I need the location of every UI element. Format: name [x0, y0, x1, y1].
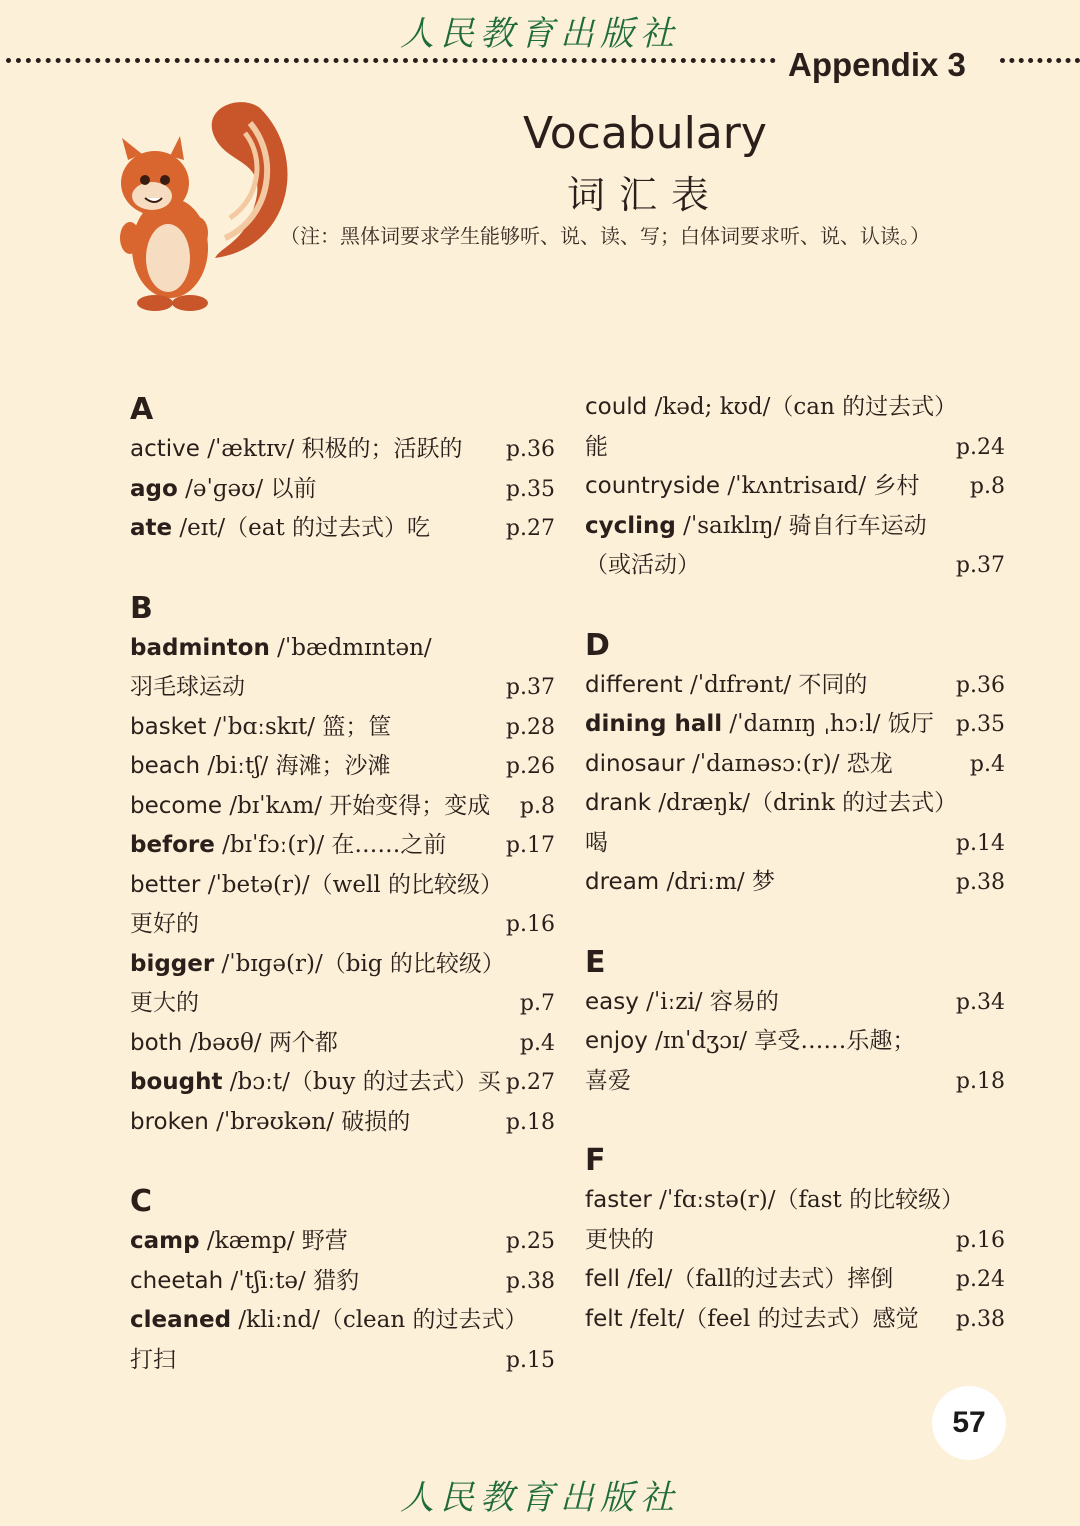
- dotted-rule-left: [6, 58, 776, 63]
- vocab-definition: /ˈdaɪnɪŋ ˌhɔːl/ 饭厅: [722, 711, 934, 737]
- vocab-definition: /bɪˈfɔː(r)/ 在……之前: [214, 832, 447, 858]
- vocab-definition: /felt/（feel 的过去式）感觉: [622, 1305, 919, 1332]
- vocab-line: [130, 509, 555, 549]
- section-letter: F: [585, 1143, 606, 1178]
- vocab-line: [130, 1103, 555, 1143]
- section-gap: [585, 1101, 1005, 1141]
- vocab-line: [130, 430, 555, 470]
- vocab-word: drank: [585, 790, 652, 816]
- vocab-entry: [130, 826, 555, 866]
- vocab-definition: /ˈbetə(r)/（well 的比较级）: [200, 871, 503, 898]
- dotted-rule-right: [1000, 58, 1080, 63]
- vocab-word: active: [130, 436, 200, 462]
- page-reference: p.35: [955, 712, 1005, 737]
- vocab-definition: /dræŋk/（drink 的过去式）: [651, 790, 958, 816]
- page-reference: p.35: [505, 476, 555, 502]
- vocab-line: [130, 1024, 555, 1064]
- vocab-entry: [130, 1024, 555, 1064]
- section-letter: B: [130, 590, 153, 626]
- vocab-definition-continued: 羽毛球运动: [130, 674, 245, 700]
- vocab-line: [585, 1260, 1005, 1300]
- vocab-line: [130, 866, 550, 906]
- page-reference: p.7: [519, 991, 555, 1016]
- vocab-word: dream: [585, 869, 660, 895]
- vocab-definition-continued: 更大的: [130, 990, 199, 1016]
- vocab-definition: /ɪnˈdʒɔɪ/ 享受……乐趣；: [647, 1028, 916, 1054]
- vocab-entry: [585, 863, 1005, 903]
- vocab-line: [130, 629, 550, 669]
- section-gap: [585, 586, 1005, 626]
- section-letter: C: [130, 1184, 153, 1219]
- vocab-line: [130, 708, 555, 748]
- page-reference: p.38: [955, 870, 1005, 895]
- vocab-definition: /biːtʃ/ 海滩；沙滩: [200, 753, 391, 779]
- vocab-line: [585, 1181, 1005, 1221]
- vocab-line: [130, 945, 550, 985]
- section-letter: A: [130, 392, 154, 427]
- vocab-word: ate: [130, 515, 173, 541]
- vocab-definition: /ˈfɑːstə(r)/（fast 的比较级）: [651, 1187, 965, 1213]
- vocab-entry: [130, 787, 555, 827]
- vocab-definition: /ˈkʌntrisaɪd/ 乡村: [720, 473, 920, 499]
- vocab-definition-continued: 更快的: [585, 1226, 654, 1253]
- vocab-word: different: [585, 671, 683, 698]
- publisher-logo-top: 人民教育出版社: [400, 14, 680, 54]
- vocab-definition: /ˈsaɪklɪŋ/ 骑自行车运动: [675, 512, 927, 539]
- section-letter: D: [585, 627, 610, 663]
- vocab-line-continued: [130, 984, 555, 1024]
- vocab-entry: [130, 1262, 555, 1302]
- vocab-line: [585, 784, 1005, 824]
- vocab-line-continued: [585, 824, 1005, 864]
- page-title: Vocabulary: [523, 108, 767, 159]
- vocab-line-continued: [585, 428, 1005, 468]
- vocab-definition: /ˈbrəʊkən/ 破损的: [208, 1108, 411, 1135]
- vocab-line: [130, 1222, 555, 1262]
- page-reference: p.15: [505, 1347, 555, 1373]
- vocab-word: enjoy: [585, 1028, 648, 1054]
- vocab-line: [585, 1300, 1005, 1340]
- vocab-word: beach: [130, 753, 201, 779]
- vocab-entry: [130, 1301, 555, 1380]
- vocab-word: dinosaur: [585, 750, 685, 777]
- page-reference: p.8: [519, 793, 555, 819]
- page-reference: p.18: [505, 1109, 555, 1135]
- publisher-logo-bottom: 人民教育出版社: [400, 1478, 680, 1518]
- vocab-line-continued: [130, 1341, 555, 1381]
- vocab-definition: /ˈdaɪnəsɔː(r)/ 恐龙: [684, 750, 893, 777]
- vocab-word: both: [130, 1029, 183, 1056]
- vocab-line: [130, 826, 555, 866]
- vocab-line: [585, 1022, 1005, 1062]
- vocab-definition: /fel/（fall的过去式）摔倒: [620, 1266, 894, 1292]
- usage-note: （注：黑体词要求学生能够听、说、读、写；白体词要求听、说、认读。）: [280, 224, 930, 248]
- vocab-entry: [130, 945, 555, 1024]
- vocab-word: camp: [130, 1228, 200, 1254]
- page-number: 57: [932, 1386, 1006, 1460]
- vocab-line-continued: [585, 546, 1005, 586]
- vocab-entry: [130, 1222, 555, 1262]
- page-reference: p.34: [955, 989, 1005, 1015]
- vocab-word: cheetah: [130, 1267, 224, 1294]
- page-reference: p.38: [505, 1268, 555, 1294]
- vocab-word: broken: [130, 1108, 209, 1135]
- vocab-entry: [585, 983, 1005, 1023]
- page-reference: p.36: [505, 437, 555, 462]
- page-reference: p.4: [519, 1030, 555, 1056]
- vocab-word: countryside: [585, 473, 721, 499]
- vocab-definition: /ˈiːzi/ 容易的: [638, 988, 779, 1015]
- vocab-entry: [130, 1063, 555, 1103]
- page-reference: p.25: [505, 1229, 555, 1254]
- vocab-line: [130, 1301, 550, 1341]
- vocab-entry: [130, 629, 555, 708]
- vocab-entry: [585, 1260, 1005, 1300]
- vocab-definition: /ˈæktɪv/ 积极的；活跃的: [199, 436, 463, 462]
- page-reference: p.26: [505, 754, 555, 779]
- vocab-entry: [585, 507, 1005, 586]
- appendix-label: Appendix 3: [788, 46, 966, 83]
- vocab-entry: [585, 1300, 1005, 1340]
- vocab-word: ago: [130, 475, 178, 502]
- vocab-line: [585, 388, 1005, 428]
- vocab-entry: [585, 666, 1005, 706]
- vocab-word: before: [130, 832, 215, 858]
- page-reference: p.18: [955, 1068, 1005, 1094]
- vocab-line: [130, 470, 555, 510]
- page-reference: p.14: [955, 830, 1005, 856]
- vocab-entry: [585, 745, 1005, 785]
- vocab-line-continued: [585, 1062, 1005, 1102]
- vocab-word: cycling: [585, 512, 676, 539]
- page-reference: p.37: [505, 675, 555, 700]
- vocab-word: felt: [585, 1305, 623, 1332]
- vocab-definition: /kəd; kʊd/（can 的过去式）: [647, 394, 958, 420]
- section-letter: E: [585, 944, 606, 980]
- vocab-word: better: [130, 871, 201, 898]
- vocab-entry: [130, 430, 555, 470]
- vocab-word: badminton: [130, 634, 270, 661]
- vocab-definition: /driːm/ 梦: [659, 869, 775, 895]
- squirrel-illustration: [100, 98, 300, 322]
- vocab-line-continued: [130, 668, 555, 708]
- vocab-definition: /bɪˈkʌm/ 开始变得；变成: [222, 792, 491, 819]
- vocab-entry: [585, 388, 1005, 467]
- vocab-entry: [130, 509, 555, 549]
- vocab-definition: /ˈtʃiːtə/ 猎豹: [223, 1267, 360, 1294]
- page-reference: p.28: [505, 714, 555, 740]
- vocab-line: [585, 705, 1005, 745]
- page-reference: p.27: [505, 516, 555, 541]
- vocab-word: basket: [130, 713, 207, 740]
- vocab-definition: /kæmp/ 野营: [199, 1228, 348, 1254]
- vocab-definition-continued: 更好的: [130, 911, 199, 937]
- vocab-line: [130, 1262, 555, 1302]
- page-reference: p.24: [955, 1267, 1005, 1292]
- vocab-word: could: [585, 394, 648, 420]
- vocab-definition: /kliːnd/（clean 的过去式）: [231, 1307, 528, 1333]
- vocab-word: bigger: [130, 950, 215, 977]
- page-reference: p.27: [505, 1070, 555, 1095]
- vocab-entry: [585, 784, 1005, 863]
- page-reference: p.4: [969, 751, 1005, 777]
- vocab-entry: [585, 1181, 1005, 1260]
- page-reference: p.36: [955, 672, 1005, 698]
- vocab-line: [585, 666, 1005, 706]
- vocab-word: faster: [585, 1187, 652, 1213]
- vocab-line: [585, 745, 1005, 785]
- vocab-entry: [130, 866, 555, 945]
- vocab-entry: [130, 708, 555, 748]
- vocab-entry: [585, 467, 1005, 507]
- vocab-word: cleaned: [130, 1307, 232, 1333]
- vocab-definition-continued: 打扫: [130, 1346, 176, 1373]
- vocab-definition: /eɪt/（eat 的过去式）吃: [172, 515, 431, 541]
- vocab-line: [585, 863, 1005, 903]
- vocab-definition-continued: 喝: [585, 829, 608, 856]
- vocab-word: fell: [585, 1266, 621, 1292]
- vocab-entry: [130, 747, 555, 787]
- vocab-word: dining hall: [585, 711, 723, 737]
- page-reference: p.16: [505, 912, 555, 937]
- vocab-entry: [130, 470, 555, 510]
- vocab-definition: /bəʊθ/ 两个都: [182, 1029, 338, 1056]
- vocab-line: [130, 1063, 555, 1103]
- vocab-line-continued: [130, 905, 555, 945]
- vocab-entry: [585, 705, 1005, 745]
- section-gap: [130, 549, 550, 589]
- vocab-definition: /bɔːt/（buy 的过去式）买: [222, 1069, 501, 1095]
- vocab-entry: [585, 1022, 1005, 1101]
- vocab-line: [130, 747, 555, 787]
- vocab-column-left: [130, 390, 555, 1380]
- page-reference: p.37: [955, 553, 1005, 578]
- vocab-word: become: [130, 792, 223, 819]
- vocab-definition: /ˈbɑːskɪt/ 篮；筐: [206, 713, 392, 740]
- vocab-line: [585, 507, 1005, 547]
- vocab-definition-continued: （或活动）: [585, 552, 700, 578]
- vocab-definition-continued: 喜爱: [585, 1067, 631, 1094]
- vocab-definition: /ˈdɪfrənt/ 不同的: [682, 671, 868, 698]
- vocab-line: [130, 787, 555, 827]
- vocab-entry: [130, 1103, 555, 1143]
- page-reference: p.17: [505, 833, 555, 858]
- vocab-definition-continued: 能: [585, 433, 608, 460]
- appendix-header: [0, 46, 1080, 92]
- vocab-definition: /ˈbædmɪntən/: [269, 634, 432, 661]
- section-gap: [130, 1142, 550, 1182]
- vocab-column-right: [585, 388, 1005, 1339]
- vocab-line-continued: [585, 1221, 1005, 1261]
- section-gap: [585, 903, 1005, 943]
- vocab-definition: /ˈbɪɡə(r)/（big 的比较级）: [214, 950, 505, 977]
- page-reference: p.8: [969, 474, 1005, 499]
- vocab-line: [585, 983, 1005, 1023]
- vocab-line: [585, 467, 1005, 507]
- page-reference: p.24: [955, 434, 1005, 460]
- vocab-definition: /əˈɡəʊ/ 以前: [177, 475, 317, 502]
- page-reference: p.38: [955, 1306, 1005, 1332]
- vocab-word: easy: [585, 988, 639, 1015]
- vocab-word: bought: [130, 1069, 223, 1095]
- page-reference: p.16: [955, 1227, 1005, 1253]
- page-subtitle: 词汇表: [566, 173, 723, 217]
